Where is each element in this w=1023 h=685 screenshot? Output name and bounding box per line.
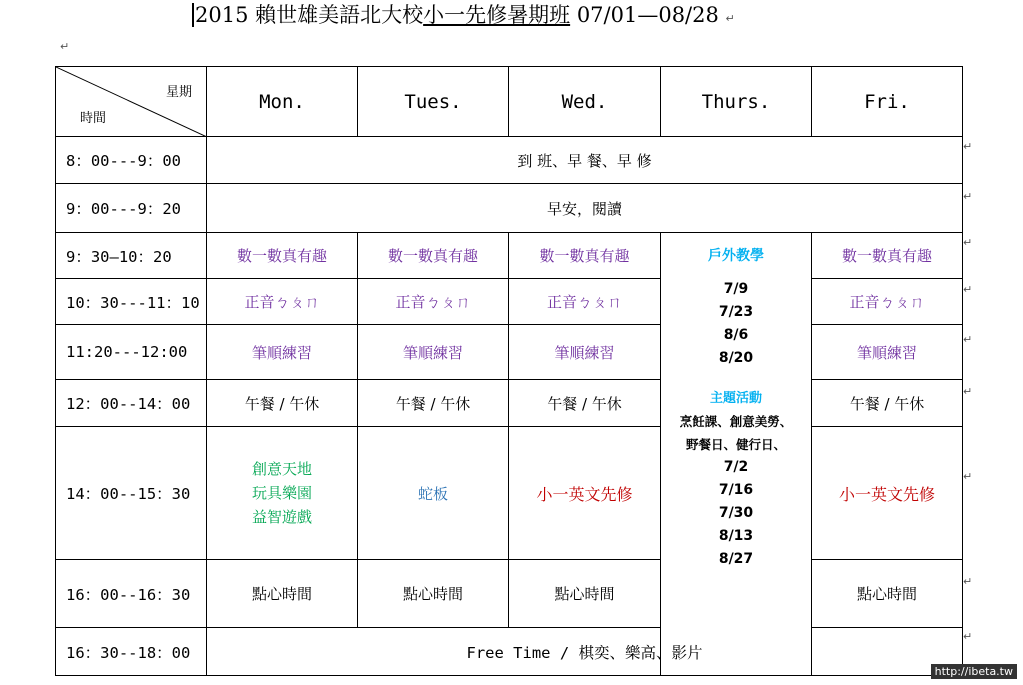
- stroke-order-cell: 筆順練習: [812, 325, 963, 380]
- day-fri: Fri.: [812, 67, 963, 137]
- lunch-cell: 午餐 / 午休: [509, 380, 661, 427]
- weekday-header-label: 星期: [165, 85, 192, 100]
- snack-cell: 點心時間: [812, 560, 963, 628]
- stroke-order-cell: 筆順練習: [207, 325, 358, 380]
- table-row: [56, 427, 963, 560]
- arrival-breakfast-cell: 到 班、早 餐、早 修: [207, 137, 963, 184]
- day-wed: Wed.: [509, 67, 661, 137]
- snack-cell: 點心時間: [358, 560, 509, 628]
- phonetics-cell: 正音ㄅㄆㄇ: [358, 279, 509, 325]
- theme-date: 7/30: [718, 505, 754, 521]
- paragraph-mark-icon: ↵: [963, 140, 973, 153]
- phonetics-cell: 正音ㄅㄆㄇ: [812, 279, 963, 325]
- time-slot: 16：00--16：30: [56, 560, 207, 628]
- title-dates: 07/01—08/28: [576, 3, 719, 27]
- title-program: 小一先修暑期班: [423, 3, 571, 27]
- outdoor-date: 8/6: [723, 327, 749, 343]
- theme-activity-label: 主題活動: [709, 391, 762, 406]
- paragraph-mark-icon: ↵: [963, 190, 973, 203]
- snack-cell: 點心時間: [509, 560, 661, 628]
- schedule-table: [55, 66, 963, 676]
- math-cell: 數一數真有趣: [812, 233, 963, 279]
- theme-activity-desc: 烹飪課、創意美勞、: [679, 414, 793, 429]
- paragraph-mark-icon: ↵: [963, 575, 973, 588]
- outdoor-date: 7/23: [718, 304, 754, 320]
- theme-date: 8/13: [718, 528, 754, 544]
- theme-activity-desc: 野餐日、健行日、: [685, 437, 786, 452]
- paragraph-mark-icon: ↵: [963, 236, 973, 249]
- time-slot: 14：00--15：30: [56, 427, 207, 560]
- free-time-cell: Free Time / 棋奕、樂高、影片: [207, 628, 963, 676]
- activity-item: 創意天地: [251, 460, 312, 478]
- day-thu: Thurs.: [661, 67, 812, 137]
- table-row: [56, 279, 963, 325]
- snack-cell: 點心時間: [207, 560, 358, 628]
- creative-activities-cell: [207, 427, 358, 560]
- paragraph-mark-icon: ↵: [963, 333, 973, 346]
- day-mon: Mon.: [207, 67, 358, 137]
- english-prep-cell: 小一英文先修: [812, 427, 963, 560]
- outdoor-teaching-label: 戶外教學: [708, 248, 764, 264]
- table-row: [56, 137, 963, 184]
- time-slot: 8：00---9：00: [56, 137, 207, 184]
- document-title: [192, 0, 735, 30]
- thursday-activities-cell: [661, 233, 812, 676]
- phonetics-cell: 正音ㄅㄆㄇ: [207, 279, 358, 325]
- time-slot: 9：30—10：20: [56, 233, 207, 279]
- header-row: [56, 67, 963, 137]
- time-header-label: 時間: [80, 111, 107, 126]
- table-row: [56, 184, 963, 233]
- outdoor-date: 7/9: [723, 281, 749, 297]
- paragraph-mark-icon: ↵: [725, 12, 735, 25]
- time-slot: 9：00---9：20: [56, 184, 207, 233]
- time-slot: 11:20---12:00: [56, 325, 207, 380]
- phonetics-cell: 正音ㄅㄆㄇ: [509, 279, 661, 325]
- table-row: [56, 380, 963, 427]
- diagonal-line: [56, 67, 207, 137]
- outdoor-date: 8/20: [718, 350, 754, 366]
- stroke-order-cell: 筆順練習: [358, 325, 509, 380]
- table-row: [56, 233, 963, 279]
- lunch-cell: 午餐 / 午休: [812, 380, 963, 427]
- math-cell: 數一數真有趣: [207, 233, 358, 279]
- lunch-cell: 午餐 / 午休: [207, 380, 358, 427]
- english-prep-cell: 小一英文先修: [509, 427, 661, 560]
- skateboard-cell: 蛇板: [358, 427, 509, 560]
- table-row: [56, 325, 963, 380]
- stroke-order-cell: 筆順練習: [509, 325, 661, 380]
- site-watermark: http://ibeta.tw: [931, 664, 1017, 679]
- activity-item: 益智遊戲: [251, 508, 312, 526]
- time-slot: 10：30---11：10: [56, 279, 207, 325]
- math-cell: 數一數真有趣: [358, 233, 509, 279]
- table-row: [56, 560, 963, 628]
- lunch-cell: 午餐 / 午休: [358, 380, 509, 427]
- corner-header: [56, 67, 207, 137]
- theme-date: 7/16: [718, 482, 754, 498]
- math-cell: 數一數真有趣: [509, 233, 661, 279]
- table-row: [56, 628, 963, 676]
- paragraph-mark-icon: ↵: [963, 385, 973, 398]
- reading-cell: 早安，閱讀: [207, 184, 963, 233]
- paragraph-mark-icon: ↵: [60, 40, 70, 53]
- paragraph-mark-icon: ↵: [963, 283, 973, 296]
- title-prefix: 2015 賴世雄美語北大校: [195, 3, 424, 27]
- paragraph-mark-icon: ↵: [963, 470, 973, 483]
- time-slot: 16：30--18：00: [56, 628, 207, 676]
- activity-item: 玩具樂園: [251, 484, 312, 502]
- day-tue: Tues.: [358, 67, 509, 137]
- theme-date: 8/27: [718, 551, 754, 567]
- paragraph-mark-icon: ↵: [963, 630, 973, 643]
- time-slot: 12：00--14：00: [56, 380, 207, 427]
- theme-date: 7/2: [723, 459, 749, 475]
